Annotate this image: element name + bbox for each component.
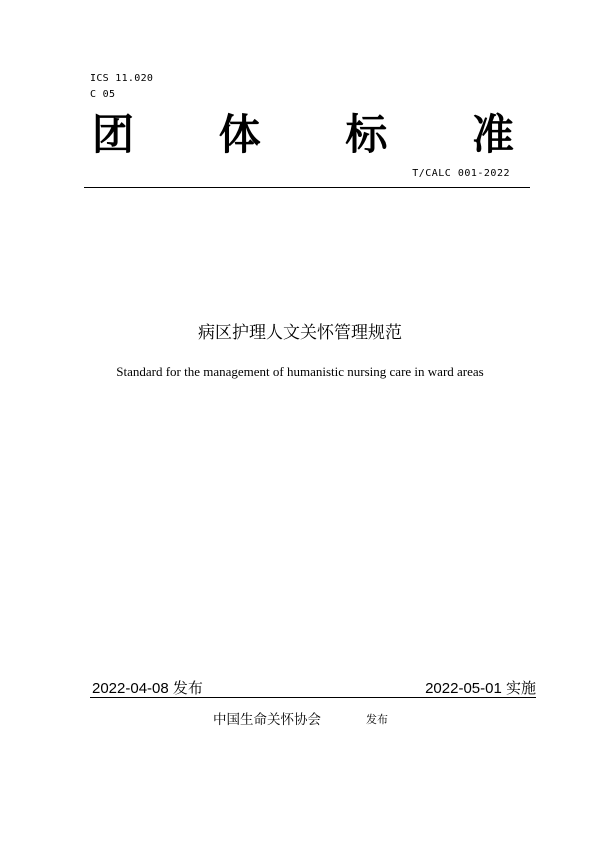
publisher-name: 中国生命关怀协会 [213,712,321,728]
document-category-title [92,108,514,162]
ics-code: ICS 11.020 [90,73,154,84]
ccs-code: C 05 [90,89,116,100]
header-divider [84,187,530,188]
publisher-suffix: 发布 [366,713,388,726]
title-char: 体 [218,110,261,159]
chinese-title: 病区护理人文关怀管理规范 [198,323,402,343]
title-char: 团 [92,110,135,159]
standard-number: T/CALC 001-2022 [412,168,510,179]
title-char: 准 [471,110,514,159]
issue-date: 2022-04-08 发布 [92,680,203,697]
footer-divider [90,697,536,698]
english-title: Standard for the management of humanistic nursing care in ward areas [116,364,484,379]
title-char: 标 [345,110,388,159]
implementation-date: 2022-05-01 实施 [425,680,536,697]
